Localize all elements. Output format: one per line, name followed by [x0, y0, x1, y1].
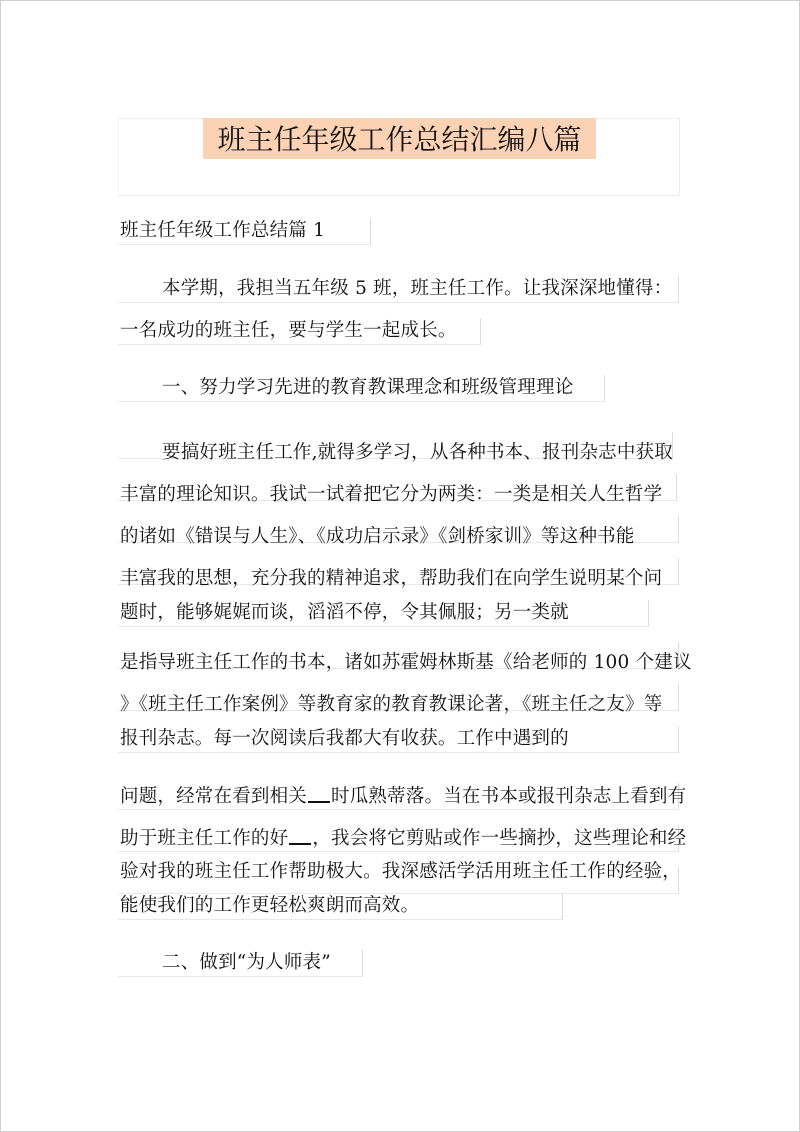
paragraph-line: 报刊杂志。每一次阅读后我都大有收获。工作中遇到的 — [120, 728, 569, 749]
text-segment: 问题，经常在看到相关 — [120, 786, 308, 807]
blank-underline — [308, 783, 330, 803]
page-border-top — [0, 0, 800, 1]
paragraph-line: 》《班主任工作案例》等教育家的教育教课论著，《班主任之友》等 — [120, 694, 663, 715]
paragraph-line: 验对我的班主任工作帮助极大。我深感活学活用班主任工作的经验， — [120, 861, 682, 882]
paragraph-line: 的诸如《错误与人生》、《成功启示录》《剑桥家训》等这种书能 — [120, 526, 635, 547]
paragraph-line: 丰富的理论知识。我试一试着把它分为两类：一类是相关人生哲学 — [120, 484, 663, 505]
paragraph-line: 是指导班主任工作的书本，诸如苏霍姆林斯基《给老师的 100 个建议 — [120, 652, 692, 673]
paragraph-line: 一名成功的班主任，要与学生一起成长。 — [120, 320, 457, 341]
text-segment: 时瓜熟蒂落。当在书本或报刊杂志上看到有 — [331, 786, 687, 807]
paragraph-line: 本学期，我担当五年级 5 班，班主任工作。让我深深地懂得： — [162, 278, 673, 299]
blank-underline — [289, 825, 311, 845]
document-title: 班主任年级工作总结汇编八篇 — [217, 123, 582, 156]
page-border-left — [0, 0, 1, 1132]
paragraph-line: 题时，能够娓娓而谈，滔滔不停，令其佩服；另一类就 — [120, 602, 569, 623]
paragraph-line — [120, 783, 686, 810]
paragraph-line: 丰富我的思想，充分我的精神追求，帮助我们在向学生说明某个问 — [120, 568, 663, 589]
subheading-2: 二、做到“为人师表” — [162, 952, 331, 973]
text-segment: ，我会将它剪贴或作一些摘抄，这些理论和经 — [312, 828, 687, 849]
paragraph-line: 要搞好班主任工作,就得多学习，从各种书本、报刊杂志中获取 — [162, 442, 673, 463]
subheading-1: 一、努力学习先进的教育教课理念和班级管理理论 — [162, 377, 574, 398]
section-heading: 班主任年级工作总结篇 1 — [120, 220, 326, 241]
paragraph-line: 能使我们的工作更轻松爽朗而高效。 — [120, 895, 420, 916]
paragraph-line — [120, 825, 686, 852]
text-segment: 助于班主任工作的好 — [120, 828, 289, 849]
